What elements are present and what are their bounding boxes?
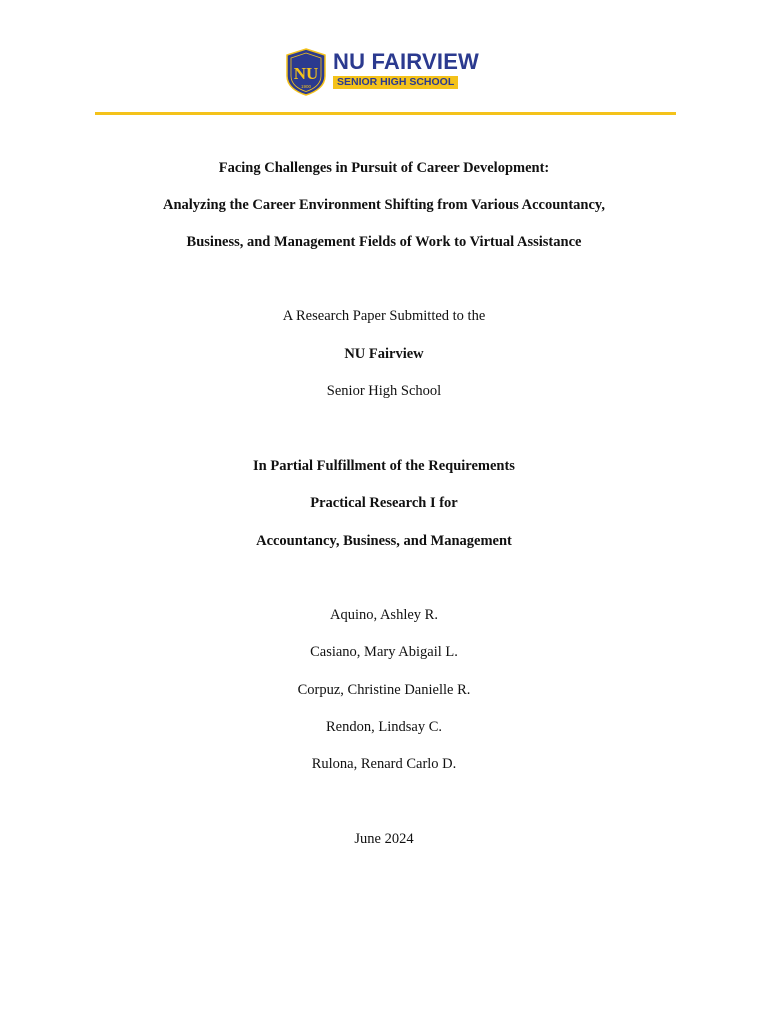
submission-line-1: A Research Paper Submitted to the [282, 308, 486, 324]
title-line-3: Business, and Management Fields of Work to Virtual Assistance [186, 234, 582, 250]
title-line-1: Facing Challenges in Pursuit of Career Development: [218, 160, 550, 176]
school-logo [285, 46, 495, 98]
author-name: Casiano, Mary Abigail L. [310, 644, 458, 660]
author-name: Corpuz, Christine Danielle R. [297, 682, 471, 698]
submission-institution: NU Fairview [344, 346, 424, 362]
seal-year: 1900 [300, 84, 312, 89]
school-seal-icon [285, 48, 327, 96]
author-name: Rendon, Lindsay C. [326, 719, 442, 735]
submission-date: June 2024 [354, 831, 414, 847]
document-header [0, 46, 768, 98]
brand-name: NU FAIRVIEW [333, 49, 480, 74]
fulfillment-line-1: In Partial Fulfillment of the Requirements [253, 458, 515, 474]
fulfillment-course: Practical Research I for [310, 495, 458, 511]
title-line-2: Analyzing the Career Environment Shifting from Various Accountancy, [162, 197, 605, 213]
submission-line-3: Senior High School [326, 383, 442, 399]
fulfillment-strand: Accountancy, Business, and Management [256, 533, 512, 549]
author-name: Rulona, Renard Carlo D. [311, 756, 457, 772]
author-name: Aquino, Ashley R. [330, 607, 438, 623]
brand-subtitle: SENIOR HIGH SCHOOL [333, 76, 458, 89]
header-divider [95, 112, 676, 115]
seal-initials: NU [293, 64, 319, 83]
